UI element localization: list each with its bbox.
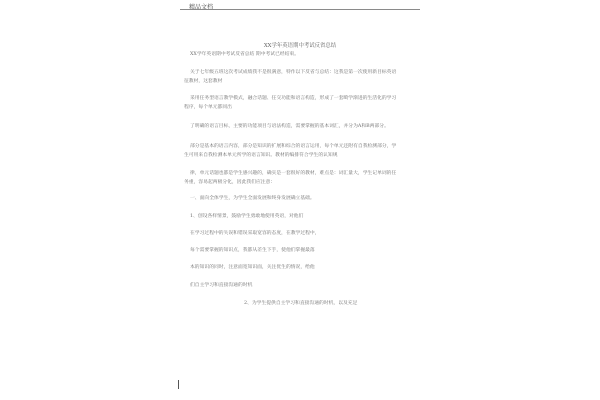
paragraph-2: [176, 68, 416, 86]
paragraph-11: [176, 263, 416, 272]
document-title: XX学年英语期中考试反省总结: [263, 43, 337, 49]
paragraph-12: [176, 281, 416, 290]
paragraph-1: [176, 50, 416, 59]
paragraph-5: [176, 142, 416, 160]
paragraph-8: [176, 212, 416, 221]
paragraph-line: 2、为学生提供自主学习和直接沟通的时机，以及充足: [244, 301, 358, 306]
paragraph-9: [176, 229, 416, 238]
paragraph-line: 采用任务型语言教学模式，融合话题、任交功能和语言构造，形成了一套畸学渐进的生活化的学习: [190, 96, 397, 101]
paragraph-line: 务重，容易起两极分化，因此我们应注意：: [184, 180, 276, 185]
paragraph-line: 征教材，这套教材: [184, 79, 223, 84]
paragraph-line: 关于七年级五班这次考试成绩我不是很满意，特作以下反省与总结：这我是第一次使用新目标英语: [190, 70, 397, 75]
page-edge-mark: [178, 380, 179, 389]
paragraph-line: 们自主学习和直接沟通的时机: [190, 283, 253, 288]
paragraph-line: 1、创设各样情景，鼓励学生勇敢地使用英语，对他们: [190, 214, 304, 219]
paragraph-line: 程序，每个单元都同出: [184, 105, 232, 110]
paragraph-line: 每个需要掌握的知识点，我都从差生下手，使他们掌握最落: [190, 248, 315, 253]
paragraph-7: [176, 194, 416, 203]
paragraph-10: [176, 246, 416, 255]
paragraph-line: 律，单元话题也都是学生感兴趣的，确实是一套很好的教材，难点是：词汇量大，学生记单词的任: [190, 171, 397, 176]
paragraph-line: 生可用来自我检测本单元所学的语言知识。教材的编排符合学生的认知规: [184, 153, 338, 158]
paragraph-4: [176, 122, 416, 131]
page-header-label: 精品文档: [189, 4, 214, 11]
paragraph-line: 在学习过程中的失误和错误采取宽容的态度，在教学过程中，: [190, 231, 320, 236]
paragraph-line: 了明确的语言目标，主要的功能项目与语法构造，需要掌握的基本词汇，并分为A和B两部分。: [190, 124, 389, 129]
paragraph-3: [176, 94, 416, 112]
paragraph-line: 部分是基本的语言内容，部分是知识的扩展和综合的语言运用，每个单元还附有自我检测部分，学: [190, 144, 397, 149]
paragraph-6: [176, 169, 416, 187]
paragraph-13: [244, 299, 484, 308]
header-divider: [180, 9, 420, 10]
paragraph-line: 本的知识的同时，注意面宽知识面，关注优生的情况，给他: [190, 265, 315, 270]
paragraph-line: 一、面向全体学生，为学生全面发展和终身发展确立基础。: [190, 196, 315, 201]
paragraph-line: XX学年英语期中考试反省总结 期中考试已经结束。: [190, 52, 300, 57]
